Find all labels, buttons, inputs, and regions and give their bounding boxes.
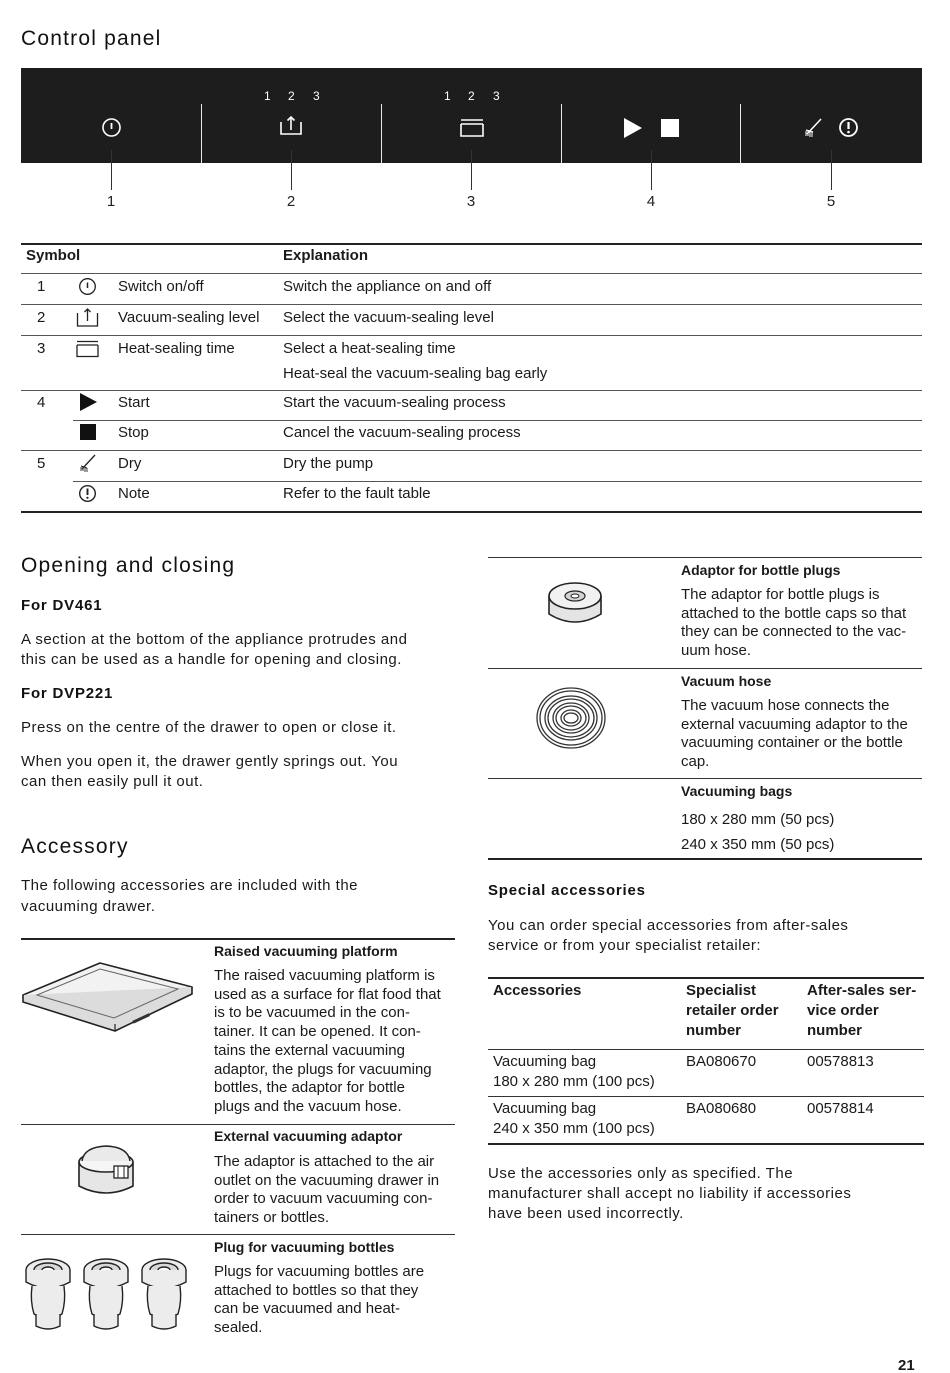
row-label: Dry bbox=[118, 455, 142, 472]
callout-number: 5 bbox=[826, 193, 836, 210]
page-number: 21 bbox=[898, 1357, 915, 1373]
accessory-title: External vacuuming adaptor bbox=[214, 1128, 403, 1144]
description-line: The vacuum hose connects the bbox=[681, 697, 890, 714]
row-explanation: Select the vacuum-sealing level bbox=[283, 309, 494, 326]
usage-note-line: manufacturer shall accept no liability if accessories bbox=[488, 1185, 852, 1202]
callout-number: 1 bbox=[106, 193, 116, 210]
header-accessories bbox=[493, 981, 581, 1001]
dv461-heading: For DV461 bbox=[21, 597, 103, 614]
level-number: 2 bbox=[288, 89, 296, 103]
panel-divider bbox=[201, 104, 202, 163]
header-line: number bbox=[807, 1022, 863, 1039]
accessory-description bbox=[214, 1153, 439, 1228]
accessory-title: Vacuuming bags bbox=[681, 783, 793, 799]
header-line: vice order bbox=[807, 1002, 879, 1019]
cell-line: Vacuuming bag bbox=[493, 1100, 597, 1117]
row-label: Vacuum-sealing level bbox=[118, 309, 260, 326]
cell-line: 240 x 350 mm (100 pcs) bbox=[493, 1120, 655, 1137]
row-explanation-extra: Heat-seal the vacuum-sealing bag early bbox=[283, 365, 548, 382]
note-icon bbox=[78, 484, 97, 503]
header-line: After-sales ser- bbox=[807, 982, 917, 999]
control-panel-heading: Control panel bbox=[21, 27, 162, 50]
note-icon[interactable] bbox=[838, 117, 859, 138]
header-line: Accessories bbox=[493, 982, 582, 999]
accessory-rule bbox=[488, 858, 922, 860]
description-line: The raised vacuuming platform is bbox=[214, 967, 435, 984]
description-line: The adaptor is attached to the air bbox=[214, 1153, 435, 1170]
row-number: 5 bbox=[37, 455, 46, 472]
row-label: Note bbox=[118, 485, 150, 502]
accessory-description bbox=[214, 1263, 424, 1338]
accessory-description bbox=[681, 586, 906, 661]
table-rule bbox=[488, 1049, 924, 1050]
accessory-rule bbox=[21, 938, 455, 940]
vacuum-hose-image bbox=[534, 685, 608, 751]
callout-line bbox=[831, 150, 832, 190]
row-explanation: Start the vacuum-sealing process bbox=[283, 394, 506, 411]
description-line: 180 x 280 mm (50 pcs) bbox=[681, 811, 835, 828]
power-icon bbox=[78, 277, 97, 296]
description-line: they can be connected to the vac- bbox=[681, 623, 907, 641]
table-rule bbox=[21, 511, 922, 513]
description-line: sealed. bbox=[214, 1319, 263, 1337]
adaptor-image bbox=[74, 1144, 138, 1200]
table-rule bbox=[488, 1143, 924, 1145]
accessory-rule bbox=[488, 557, 922, 558]
row-number: 2 bbox=[37, 309, 46, 326]
table-rule bbox=[21, 390, 922, 391]
heat-sealing-icon bbox=[76, 340, 99, 358]
header-service-number bbox=[807, 981, 916, 1041]
row-label: Start bbox=[118, 394, 150, 411]
header-line: number bbox=[686, 1022, 742, 1039]
dvp221-heading: For DVP221 bbox=[21, 685, 114, 702]
row-label: Heat-sealing time bbox=[118, 340, 235, 357]
description-line: outlet on the vacuuming drawer in bbox=[214, 1171, 440, 1189]
description-line: external vacuuming adaptor to the bbox=[681, 715, 908, 733]
description-line: cap. bbox=[681, 753, 710, 771]
description-line: can be vacuumed and heat- bbox=[214, 1300, 400, 1318]
dv461-text-line: A section at the bottom of the appliance protrudes and bbox=[21, 631, 408, 648]
table-row-accessory bbox=[493, 1099, 655, 1139]
special-intro-line: service or from your specialist retailer: bbox=[488, 937, 762, 954]
table-rule bbox=[21, 304, 922, 305]
row-number: 1 bbox=[37, 278, 46, 295]
accessory-description bbox=[681, 807, 834, 857]
platform-image bbox=[20, 960, 198, 1032]
callout-line bbox=[471, 150, 472, 190]
usage-note-line: have been used incorrectly. bbox=[488, 1205, 684, 1222]
description-line: is to be vacuumed in the con- bbox=[214, 1004, 410, 1022]
table-row-service: 00578814 bbox=[807, 1100, 874, 1117]
accessory-title: Plug for vacuuming bottles bbox=[214, 1239, 395, 1255]
callout-line bbox=[651, 150, 652, 190]
spring-text-line: When you open it, the drawer gently springs out. You bbox=[21, 753, 399, 770]
level-number: 1 bbox=[444, 89, 452, 103]
table-rule bbox=[73, 481, 922, 482]
level-number: 3 bbox=[493, 89, 501, 103]
row-explanation: Cancel the vacuum-sealing process bbox=[283, 424, 521, 441]
description-line: The adaptor for bottle plugs is bbox=[681, 586, 880, 603]
cell-line: Vacuuming bag bbox=[493, 1053, 597, 1070]
description-line: uum hose. bbox=[681, 642, 752, 660]
stop-icon bbox=[80, 424, 96, 440]
bottle-plug-adaptor-image bbox=[546, 578, 604, 630]
table-rule bbox=[488, 977, 924, 979]
table-header-explanation: Explanation bbox=[283, 247, 369, 264]
table-row-retailer: BA080670 bbox=[686, 1053, 757, 1070]
description-line: order to vacuum vacuuming con- bbox=[214, 1190, 433, 1208]
accessory-rule bbox=[21, 1234, 455, 1235]
dry-icon bbox=[79, 453, 97, 473]
table-rule bbox=[488, 1096, 924, 1097]
table-rule bbox=[21, 450, 922, 451]
table-rule bbox=[21, 335, 922, 336]
description-line: used as a surface for flat food that bbox=[214, 985, 441, 1003]
vacuum-level-icon[interactable] bbox=[279, 114, 303, 138]
stop-icon[interactable] bbox=[661, 119, 679, 137]
row-explanation: Select a heat-sealing time bbox=[283, 340, 456, 357]
callout-number: 2 bbox=[286, 193, 296, 210]
vacuum-level-icon bbox=[76, 307, 99, 328]
accessory-description bbox=[214, 967, 441, 1117]
level-number: 1 bbox=[264, 89, 272, 103]
description-line: tainers or bottles. bbox=[214, 1209, 330, 1227]
row-explanation: Refer to the fault table bbox=[283, 485, 431, 502]
table-row-service: 00578813 bbox=[807, 1053, 874, 1070]
start-icon bbox=[80, 393, 97, 411]
dry-icon[interactable] bbox=[804, 116, 824, 138]
callout-line bbox=[111, 150, 112, 190]
heat-sealing-icon[interactable] bbox=[460, 118, 484, 138]
row-label: Switch on/off bbox=[118, 278, 204, 295]
row-number: 4 bbox=[37, 394, 46, 411]
table-rule bbox=[21, 243, 922, 245]
table-row-accessory bbox=[493, 1052, 655, 1092]
usage-note-line: Use the accessories only as specified. The bbox=[488, 1165, 794, 1182]
dv461-text-line: this can be used as a handle for opening and closing. bbox=[21, 651, 402, 668]
table-header-symbol: Symbol bbox=[26, 247, 81, 264]
spring-text-line: can then easily pull it out. bbox=[21, 773, 204, 790]
level-number: 3 bbox=[313, 89, 321, 103]
row-number: 3 bbox=[37, 340, 46, 357]
panel-divider bbox=[561, 104, 562, 163]
description-line: tains the external vacuuming bbox=[214, 1041, 405, 1059]
description-line: adaptor, the plugs for vacuuming bbox=[214, 1060, 432, 1078]
level-number: 2 bbox=[468, 89, 476, 103]
accessory-title: Vacuum hose bbox=[681, 673, 772, 689]
accessory-heading: Accessory bbox=[21, 835, 129, 858]
header-retailer-number bbox=[686, 981, 779, 1041]
table-rule bbox=[73, 420, 922, 421]
header-line: Specialist bbox=[686, 982, 757, 999]
dvp221-text: Press on the centre of the drawer to open or close it. bbox=[21, 719, 397, 736]
opening-heading: Opening and closing bbox=[21, 554, 236, 577]
description-line: tainer. It can be opened. It con- bbox=[214, 1023, 421, 1041]
callout-number: 3 bbox=[466, 193, 476, 210]
description-line: plugs and the vacuum hose. bbox=[214, 1097, 402, 1115]
description-line: attached to bottles so that they bbox=[214, 1281, 419, 1299]
row-label: Stop bbox=[118, 424, 149, 441]
description-line: attached to the bottle caps so that bbox=[681, 604, 907, 622]
bottle-plugs-image bbox=[22, 1256, 192, 1332]
accessory-description bbox=[681, 697, 908, 772]
table-row-retailer: BA080680 bbox=[686, 1100, 757, 1117]
power-icon[interactable] bbox=[101, 117, 122, 138]
description-line: Plugs for vacuuming bottles are bbox=[214, 1263, 425, 1280]
description-line: bottles, the adaptor for bottle bbox=[214, 1079, 405, 1097]
panel-divider bbox=[740, 104, 741, 163]
accessory-rule bbox=[488, 778, 922, 779]
row-explanation: Switch the appliance on and off bbox=[283, 278, 492, 295]
callout-line bbox=[291, 150, 292, 190]
accessory-title: Raised vacuuming platform bbox=[214, 943, 398, 959]
control-panel-diagram bbox=[21, 68, 922, 163]
accessory-rule bbox=[21, 1124, 455, 1125]
table-rule bbox=[21, 273, 922, 274]
accessory-rule bbox=[488, 668, 922, 669]
description-line: 240 x 350 mm (50 pcs) bbox=[681, 836, 835, 853]
accessory-intro-line: vacuuming drawer. bbox=[21, 898, 156, 915]
callout-number: 4 bbox=[646, 193, 656, 210]
accessory-title: Adaptor for bottle plugs bbox=[681, 562, 841, 578]
accessory-intro-line: The following accessories are included with the bbox=[21, 877, 358, 894]
panel-divider bbox=[381, 104, 382, 163]
cell-line: 180 x 280 mm (100 pcs) bbox=[493, 1073, 655, 1090]
special-intro-line: You can order special accessories from after-sales bbox=[488, 917, 849, 934]
header-line: retailer order bbox=[686, 1002, 779, 1019]
special-accessories-heading: Special accessories bbox=[488, 882, 646, 899]
start-icon[interactable] bbox=[624, 118, 642, 138]
row-explanation: Dry the pump bbox=[283, 455, 374, 472]
description-line: vacuuming container or the bottle bbox=[681, 734, 903, 752]
